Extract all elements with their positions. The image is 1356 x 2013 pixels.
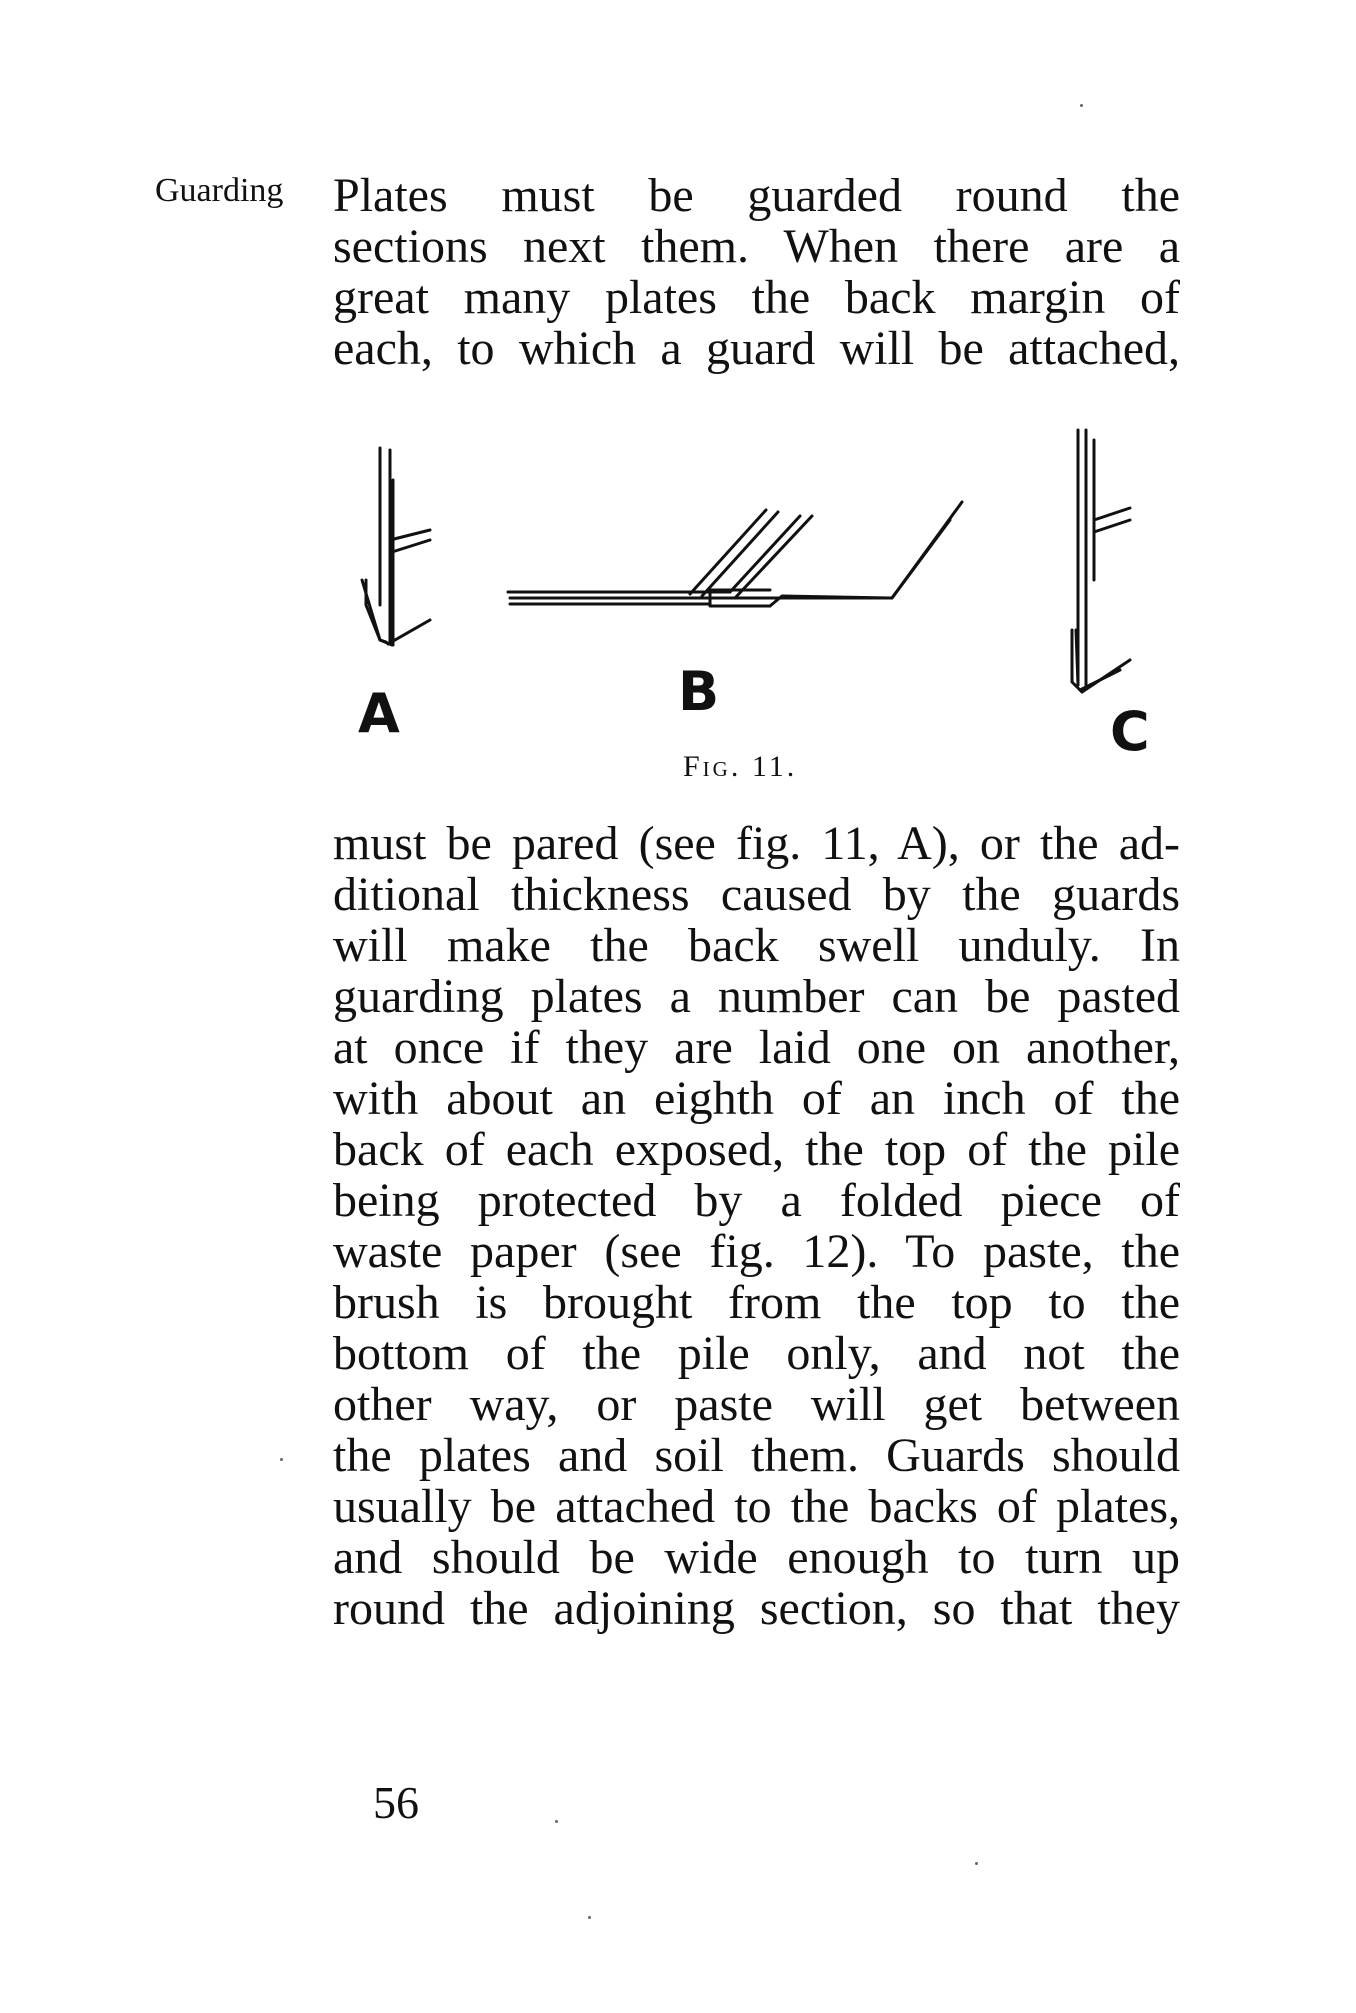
text-line: and should be wide enough to turn up (333, 1531, 1180, 1584)
text-line: must be pared (see fig. 11, A), or the ad- (333, 817, 1180, 870)
text-line: each, to which a guard will be attached, (333, 322, 1180, 375)
text-line: being protected by a folded piece of (333, 1174, 1180, 1227)
figure-label-a: A (358, 682, 400, 745)
diagram-b-plates-pile (508, 502, 962, 606)
figure-11 (330, 420, 1210, 790)
text-line: Plates must be guarded round the (333, 169, 1180, 222)
figure-11-drawing (330, 420, 1210, 790)
paper-speck (1080, 104, 1083, 107)
figure-label-b: B (678, 660, 720, 723)
text-line: ditional thickness caused by the guards (333, 868, 1180, 921)
text-line: guarding plates a number can be pasted (333, 970, 1180, 1023)
paper-speck (975, 1862, 978, 1865)
paper-speck (588, 1916, 591, 1919)
page-number: 56 (373, 1777, 419, 1828)
text-line: brush is brought from the top to the (333, 1276, 1180, 1329)
text-line: waste paper (see fig. 12). To paste, the (333, 1225, 1180, 1278)
text-line: at once if they are laid one on another, (333, 1021, 1180, 1074)
diagram-a-pared-plate (362, 448, 430, 645)
text-line: great many plates the back margin of (333, 271, 1180, 324)
text-line: other way, or paste will get between (333, 1378, 1180, 1431)
margin-note-guarding: Guarding (155, 172, 284, 209)
paragraph-top (333, 170, 1180, 374)
paper-speck (555, 1820, 558, 1823)
text-line: with about an eighth of an inch of the (333, 1072, 1180, 1125)
text-line: will make the back swell unduly. In (333, 919, 1180, 972)
figure-caption: Fig. 11. (683, 750, 798, 783)
paper-speck (280, 1458, 283, 1461)
diagram-c-guarded-plate (1072, 430, 1130, 692)
figure-label-c: C (1110, 700, 1150, 763)
text-line: usually be attached to the backs of plates, (333, 1480, 1180, 1533)
text-line: bottom of the pile only, and not the (333, 1327, 1180, 1380)
paragraph-bottom (333, 818, 1180, 1634)
text-line: the plates and soil them. Guards should (333, 1429, 1180, 1482)
text-line: round the adjoining section, so that they (333, 1582, 1180, 1635)
text-line: sections next them. When there are a (333, 220, 1180, 273)
text-line: back of each exposed, the top of the pile (333, 1123, 1180, 1176)
